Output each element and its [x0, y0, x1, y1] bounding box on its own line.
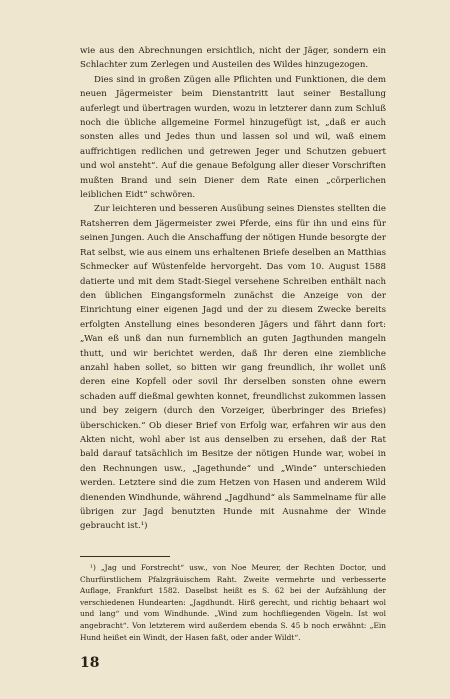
body-text [80, 44, 386, 534]
footnote-separator [80, 556, 170, 557]
paragraph: Dies sind in großen Zügen alle Pflichten und Funktionen, die dem neuen Jägermeister beim Dienstantritt laut seiner Bestallung auferlegt und übertragen wurden, wozu in letzterer dann zum Schluß noch die übliche allgemeine Formel hinzugefügt ist, „daß er auch sonsten alles und Jedes thun und lassen sol und wil, waß einem auffrichtigen redlichen und getrewen Jeger und Schutzen gebuert und wol ansteht“. Auf die genaue Befolgung aller dieser Vorschriften mußten Brand und sein Diener dem Rate einen „cörperlichen leiblichen Eidt“ schwören. [80, 74, 386, 201]
paragraph: Zur leichteren und besseren Ausübung seines Dienstes stellten die Ratsherren dem Jägermeister zwei Pferde, eins für ihn und eins für seinen Jungen. Auch die Anschaffung der nötigen Hunde besorgte der Rat selbst, wie aus einem uns erhaltenen Briefe deselben an Matthias Schmecker auf Wüstenfelde hervorgeht. Das vom 10. August 1588 datierte und mit dem Stadt-Siegel versehene Schreiben enthält nach den üblichen Eingangsformeln zunächst die Anzeige von der Einrichtung einer eigenen Jagd und der zu diesem Zwecke bereits erfolgten Anstellung eines besonderen Jägers und fährt dann fort: „Wan eß unß dan nun furnemblich an guten Jagthunden mangeln thutt, und wir berichtet werden, daß Ihr deren eine ziembliche anzahl haben sollet, so bitten wir gang freundlich, ihr wollet unß deren eine Kopfell oder sovil Ihr derselben sonsten ohne ewern schaden auff dießmal gewhten konnet, freundlichst zukommen lassen und bey zeigern (durch den Vorzeiger, überbringer des Briefes) überschicken.“ Ob dieser Brief von Erfolg war, erfahren wir aus den Akten nicht, wohl aber ist aus denselben zu ersehen, daß der Rat bald darauf tatsächlich im Besitze der nötigen Hunde war, wobei in den Rechnungen usw., „Jagethunde“ und „Winde“ unterschieden werden. Letztere sind die zum Hetzen von Hasen und anderem Wild dienenden Windhunde, während „Jagdhund“ als Sammelname für alle übrigen zur Jagd benutzten Hunde mit Ausnahme der Winde gebraucht ist.¹) [80, 204, 386, 532]
footnote [80, 562, 386, 643]
page-number: 18 [80, 655, 100, 671]
paragraph: wie aus den Abrechnungen ersichtlich, nicht der Jäger, sondern ein Schlachter zum Zerlegen und Austeilen des Wildes hinzugezogen. [80, 46, 386, 71]
footnote-text: ¹) „Jag und Forstrecht“ usw., von Noe Meurer, der Rechten Doctor, und Churfürstlichem Pfalzgräuischem Raht. Zweite vermehrte und verbesserte Auflage, Frankfurt 1582. Daselbst heißt es S. 62 bei der Aufzählung der verschiedenen Hundearten: „Jagdhundt. Hirß gerecht, und richtig behaart wol und lang“ und vom Windhunde. „Wind zum hochfliegenden Vögeln. Ist wol angebracht“. Von letzterem wird außerdem ebenda S. 45 b noch erwähnt: „Ein Hund heißet ein Windt, der Hasen faßt, oder ander Wildt“. [80, 563, 386, 642]
